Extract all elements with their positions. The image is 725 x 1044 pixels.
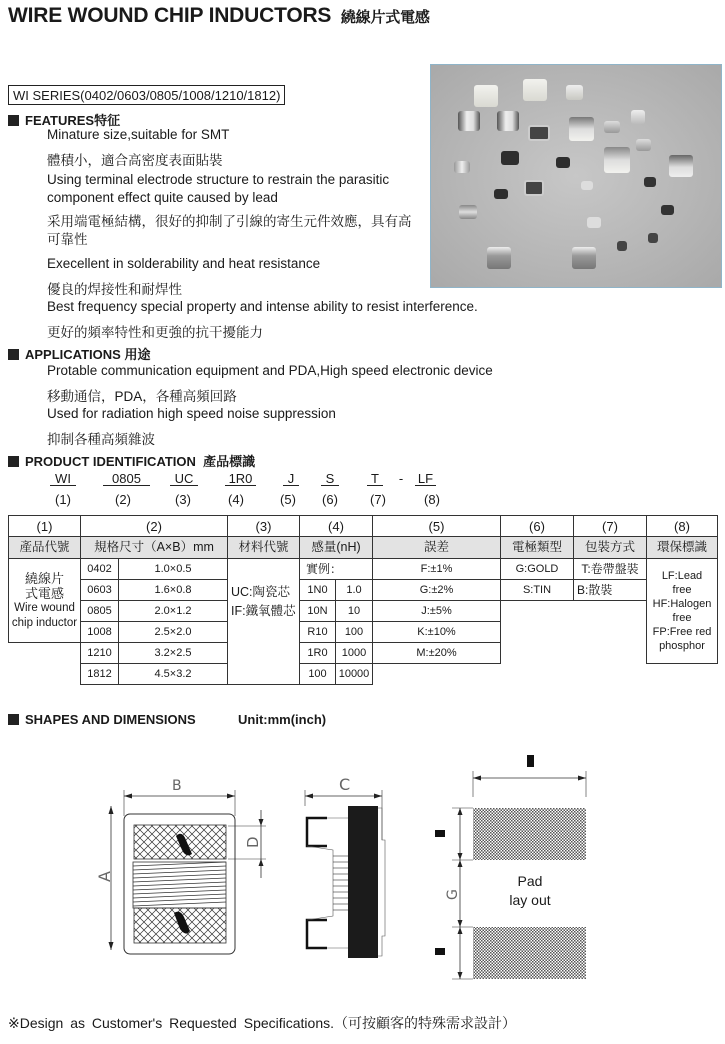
size-code: 0805 [81, 601, 119, 622]
eco-line: phosphor [659, 640, 705, 652]
col-number: (3) [228, 516, 300, 537]
chip-image [617, 241, 627, 251]
chip-image [631, 110, 645, 124]
empty-cell [373, 664, 718, 685]
col-number: (2) [81, 516, 228, 537]
pid-code: J [283, 472, 299, 486]
terminal [307, 920, 327, 948]
table-row [9, 559, 718, 580]
empty-cell [9, 643, 81, 664]
pad-layout-drawing [430, 745, 610, 985]
feature-line: Execellent in solderability and heat resistance [47, 256, 321, 271]
tolerance-cell: J:±5% [373, 601, 501, 622]
product-code-cn1: 繞線片 [24, 570, 64, 586]
pid-heading-en: PRODUCT IDENTIFICATION [25, 454, 196, 469]
empty-cell [501, 601, 647, 622]
pad-label-line1: Pad [517, 873, 543, 889]
col-header: 規格尺寸（A×B）mm [81, 537, 228, 559]
table-row [9, 643, 718, 664]
pid-index: (7) [370, 492, 386, 507]
size-dim: 1.6×0.8 [119, 580, 228, 601]
table-header-row [9, 537, 718, 559]
size-dim: 2.5×2.0 [119, 622, 228, 643]
feature-line: 體積小，適合高密度表面貼裝 [47, 153, 223, 168]
chip-image [581, 181, 593, 190]
col-header: 誤差 [373, 537, 501, 559]
col-number: (1) [9, 516, 81, 537]
label-g: G [445, 889, 461, 900]
size-dim: 1.0×0.5 [119, 559, 228, 580]
electrode-cell: S:TIN [501, 580, 574, 601]
pid-index: (5) [280, 492, 296, 507]
title-en: WIRE WOUND CHIP INDUCTORS [8, 4, 332, 27]
inductance-code: 10N [300, 601, 336, 622]
chip-image [661, 205, 674, 215]
chip-image [524, 180, 544, 196]
size-dim: 2.0×1.2 [119, 601, 228, 622]
tolerance-cell: M:±20% [373, 643, 501, 664]
pid-code: WI [50, 472, 76, 486]
pad-label-line2: lay out [509, 892, 551, 908]
label-a: A [95, 871, 114, 882]
chip-image [572, 247, 596, 269]
feature-line: 可靠性 [47, 232, 88, 247]
tolerance-cell: G:±2% [373, 580, 501, 601]
chip-image [474, 85, 498, 107]
tolerance-cell: F:±1% [373, 559, 501, 580]
chip-image [487, 247, 511, 269]
inductance-example-label: 實例： [300, 559, 373, 580]
eco-line: free [672, 612, 692, 624]
table-number-row [9, 516, 718, 537]
col-header: 電極類型 [501, 537, 574, 559]
dimension-marker [527, 755, 534, 767]
product-code-cn2: 式電感 [24, 585, 64, 601]
empty-cell [501, 643, 647, 664]
wire-winding [333, 856, 348, 910]
title-cn: 繞線片式電感 [340, 9, 430, 26]
pid-code: UC [170, 472, 198, 486]
chip-image [458, 111, 480, 131]
pid-code: LF [415, 472, 436, 486]
footnote: ※Design as Customer's Requested Specifications.（可按顧客的特殊需求設計） [8, 1015, 516, 1031]
shapes-unit: Unit:mm(inch) [238, 712, 327, 727]
inductance-value: 10000 [336, 664, 373, 685]
chip-image [459, 205, 477, 219]
empty-cell [501, 622, 647, 643]
square-bullet-icon [8, 115, 19, 126]
chip-image [494, 189, 508, 199]
chip-image [648, 233, 658, 243]
table-row [9, 580, 718, 601]
chip-image [556, 157, 570, 168]
page-title [8, 4, 430, 28]
feature-line: component effect quite caused by lead [47, 190, 278, 205]
col-number: (7) [574, 516, 647, 537]
chip-image [566, 85, 583, 100]
size-code: 1812 [81, 664, 119, 685]
series-label: WI SERIES(0402/0603/0805/1008/1210/1812) [8, 85, 285, 105]
product-code-en2: chip inductor [11, 616, 78, 629]
eco-line: free [672, 584, 692, 596]
chip-image [497, 111, 519, 131]
col-header: 感量(nH) [300, 537, 373, 559]
chip-image [569, 117, 594, 141]
terminal [307, 818, 327, 846]
applications-heading-en: APPLICATIONS [25, 347, 121, 362]
chip-image [604, 121, 620, 133]
side-view-drawing [295, 770, 395, 980]
chip-image [528, 125, 550, 141]
inductance-code: 100 [300, 664, 336, 685]
pid-index: (3) [175, 492, 191, 507]
eco-line: FP:Free red [652, 626, 712, 638]
size-code: 1210 [81, 643, 119, 664]
col-header: 材料代號 [228, 537, 300, 559]
col-header: 包裝方式 [574, 537, 647, 559]
col-number: (8) [647, 516, 718, 537]
eco-cell [647, 559, 718, 664]
size-dim: 3.2×2.5 [119, 643, 228, 664]
col-number: (5) [373, 516, 501, 537]
label-d: D [244, 836, 262, 848]
chip-image [454, 161, 470, 173]
shapes-heading-en: SHAPES AND DIMENSIONS [25, 712, 196, 727]
application-line: 移動通信，PDA，各種高頻回路 [47, 389, 237, 404]
chip-image [604, 147, 630, 173]
pid-code: 0805 [103, 472, 150, 486]
pad-top [473, 808, 586, 860]
shapes-heading [8, 712, 196, 727]
dimension-marker [435, 830, 445, 837]
pid-code: T [367, 472, 383, 486]
chip-image [501, 151, 519, 165]
electrode-cell: G:GOLD [501, 559, 574, 580]
label-b: B [172, 778, 182, 794]
pid-index: (8) [424, 492, 440, 507]
features-heading-cn: 特征 [94, 113, 121, 128]
features-heading-en: FEATURES [25, 113, 95, 128]
dimension-marker [435, 948, 445, 955]
feature-line: Best frequency special property and intense ability to resist interference. [47, 299, 478, 314]
inductance-value: 100 [336, 622, 373, 643]
chip-image [587, 217, 601, 228]
material-cell [228, 559, 300, 685]
empty-cell [9, 664, 81, 685]
eco-line: LF:Lead [661, 570, 703, 582]
feature-line: 優良的焊接性和耐焊性 [47, 282, 182, 297]
pid-code: 1R0 [225, 472, 256, 486]
material-uc: UC:陶瓷芯 [231, 585, 291, 599]
application-line: Used for radiation high speed noise suppression [47, 406, 336, 421]
feature-line: Minature size,suitable for SMT [47, 127, 230, 142]
square-bullet-icon [8, 714, 19, 725]
feature-line: 更好的頻率特性和更強的抗干擾能力 [47, 325, 263, 340]
application-line: Protable communication equipment and PDA,High speed electronic device [47, 363, 493, 378]
packaging-cell: B:散裝 [574, 580, 647, 601]
applications-heading-cn: 用途 [124, 347, 151, 362]
spec-table [8, 515, 718, 685]
square-bullet-icon [8, 349, 19, 360]
packaging-cell: T:卷帶盤裝 [574, 559, 647, 580]
square-bullet-icon [8, 456, 19, 467]
col-number: (4) [300, 516, 373, 537]
pid-index: (6) [322, 492, 338, 507]
core-body [348, 806, 378, 958]
product-identification-heading [8, 451, 255, 470]
chip-image [523, 79, 547, 101]
feature-line: 采用端電極結構，很好的抑制了引線的寄生元件效應，具有高 [47, 214, 412, 229]
eco-line: HF:Halogen [652, 598, 712, 610]
inductance-code: 1R0 [300, 643, 336, 664]
applications-heading [8, 344, 150, 363]
chip-image [636, 139, 651, 151]
tolerance-cell: K:±10% [373, 622, 501, 643]
table-row [9, 601, 718, 622]
front-view-drawing [80, 770, 280, 990]
label-c: C [339, 775, 351, 794]
chip-image [644, 177, 656, 187]
table-row [9, 622, 718, 643]
inductance-code: R10 [300, 622, 336, 643]
pid-heading-cn: 產品標識 [203, 454, 256, 469]
feature-line: Using terminal electrode structure to restrain the parasitic [47, 172, 390, 187]
col-number: (6) [501, 516, 574, 537]
col-header: 環保標識 [647, 537, 718, 559]
size-code: 1008 [81, 622, 119, 643]
inductance-value: 10 [336, 601, 373, 622]
product-code-cell [9, 559, 81, 643]
pad-bottom [473, 927, 586, 979]
material-if: IF:鐵氧體芯 [231, 604, 296, 618]
product-code-en1: Wire wound [14, 601, 75, 614]
size-code: 0603 [81, 580, 119, 601]
chip-image [669, 155, 693, 177]
inductance-value: 1000 [336, 643, 373, 664]
application-line: 抑制各種高頻雜波 [47, 432, 155, 447]
size-dim: 4.5×3.2 [119, 664, 228, 685]
table-row [9, 664, 718, 685]
pid-code: S [321, 472, 339, 486]
pid-index: (1) [55, 492, 71, 507]
size-code: 0402 [81, 559, 119, 580]
pid-index: (4) [228, 492, 244, 507]
inductance-value: 1.0 [336, 580, 373, 601]
product-photo [430, 64, 722, 288]
inductance-code: 1N0 [300, 580, 336, 601]
pid-dash: - [398, 471, 404, 486]
col-header: 產品代號 [9, 537, 81, 559]
pid-index: (2) [115, 492, 131, 507]
